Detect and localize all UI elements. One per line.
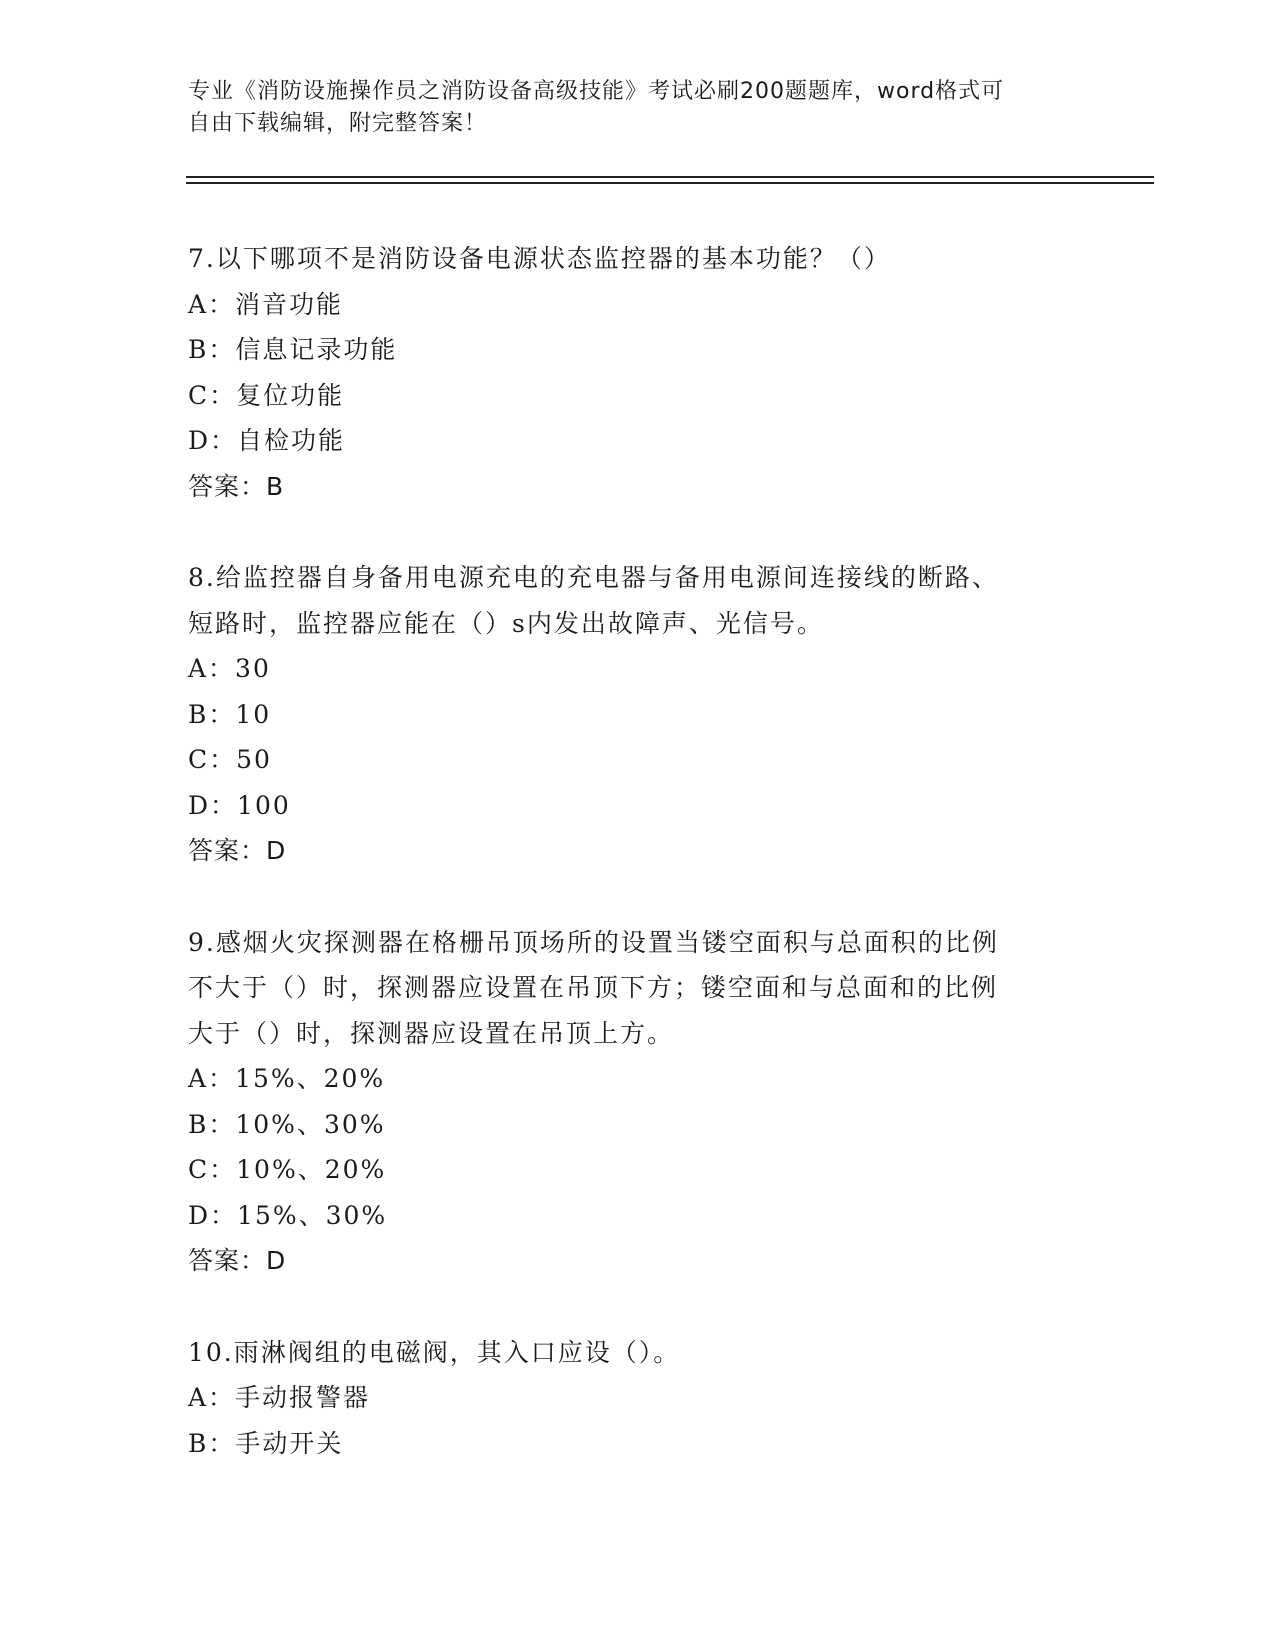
option-a: A：消音功能 — [188, 289, 344, 319]
answer: 答案：B — [188, 471, 285, 501]
option-b: B：10 — [188, 699, 272, 729]
question-8 — [188, 555, 1088, 874]
option-a: A：手动报警器 — [188, 1383, 371, 1412]
option-b: B：信息记录功能 — [188, 335, 398, 364]
question-stem: 8.给监控器自身备用电源充电的充电器与备用电源间连接线的断路、 — [188, 563, 999, 592]
question-stem: 短路时，监控器应能在（）s内发出故障声、光信号。 — [188, 608, 824, 638]
question-stem: 不大于（）时，探测器应设置在吊顶下方；镂空面和与总面和的比例 — [188, 973, 999, 1002]
question-stem: 大于（）时，探测器应设置在吊顶上方。 — [188, 1018, 675, 1048]
option-c: C：10%、20% — [188, 1155, 387, 1184]
option-d: D：自检功能 — [188, 426, 346, 455]
answer: 答案：D — [188, 836, 287, 865]
header-divider-bottom — [186, 182, 1154, 184]
option-a: A：15%、20% — [188, 1064, 386, 1093]
option-c: C：复位功能 — [188, 380, 345, 410]
question-stem: 10.雨淋阀组的电磁阀，其入口应设（）。 — [188, 1337, 681, 1367]
header-line-2: 自由下载编辑，附完整答案！ — [188, 111, 488, 136]
header-divider-top — [186, 176, 1154, 178]
option-d: D：100 — [188, 790, 291, 820]
option-b: B：10%、30% — [188, 1109, 386, 1139]
document-header — [188, 76, 1068, 140]
answer: 答案：D — [188, 1246, 287, 1275]
option-b: B：手动开关 — [188, 1428, 344, 1458]
question-stem: 7.以下哪项不是消防设备电源状态监控器的基本功能？（） — [188, 244, 891, 273]
question-9 — [188, 920, 1088, 1284]
option-a: A：30 — [188, 654, 271, 683]
question-list — [188, 236, 1088, 1512]
option-c: C：50 — [188, 745, 272, 774]
header-line-1: 专业《消防设施操作员之消防设备高级技能》考试必刷200题题库，word格式可 — [188, 79, 1005, 104]
question-stem: 9.感烟火灾探测器在格栅吊顶场所的设置当镂空面积与总面积的比例 — [188, 927, 999, 957]
question-7 — [188, 236, 1088, 509]
question-10 — [188, 1330, 1088, 1467]
option-d: D：15%、30% — [188, 1200, 388, 1230]
